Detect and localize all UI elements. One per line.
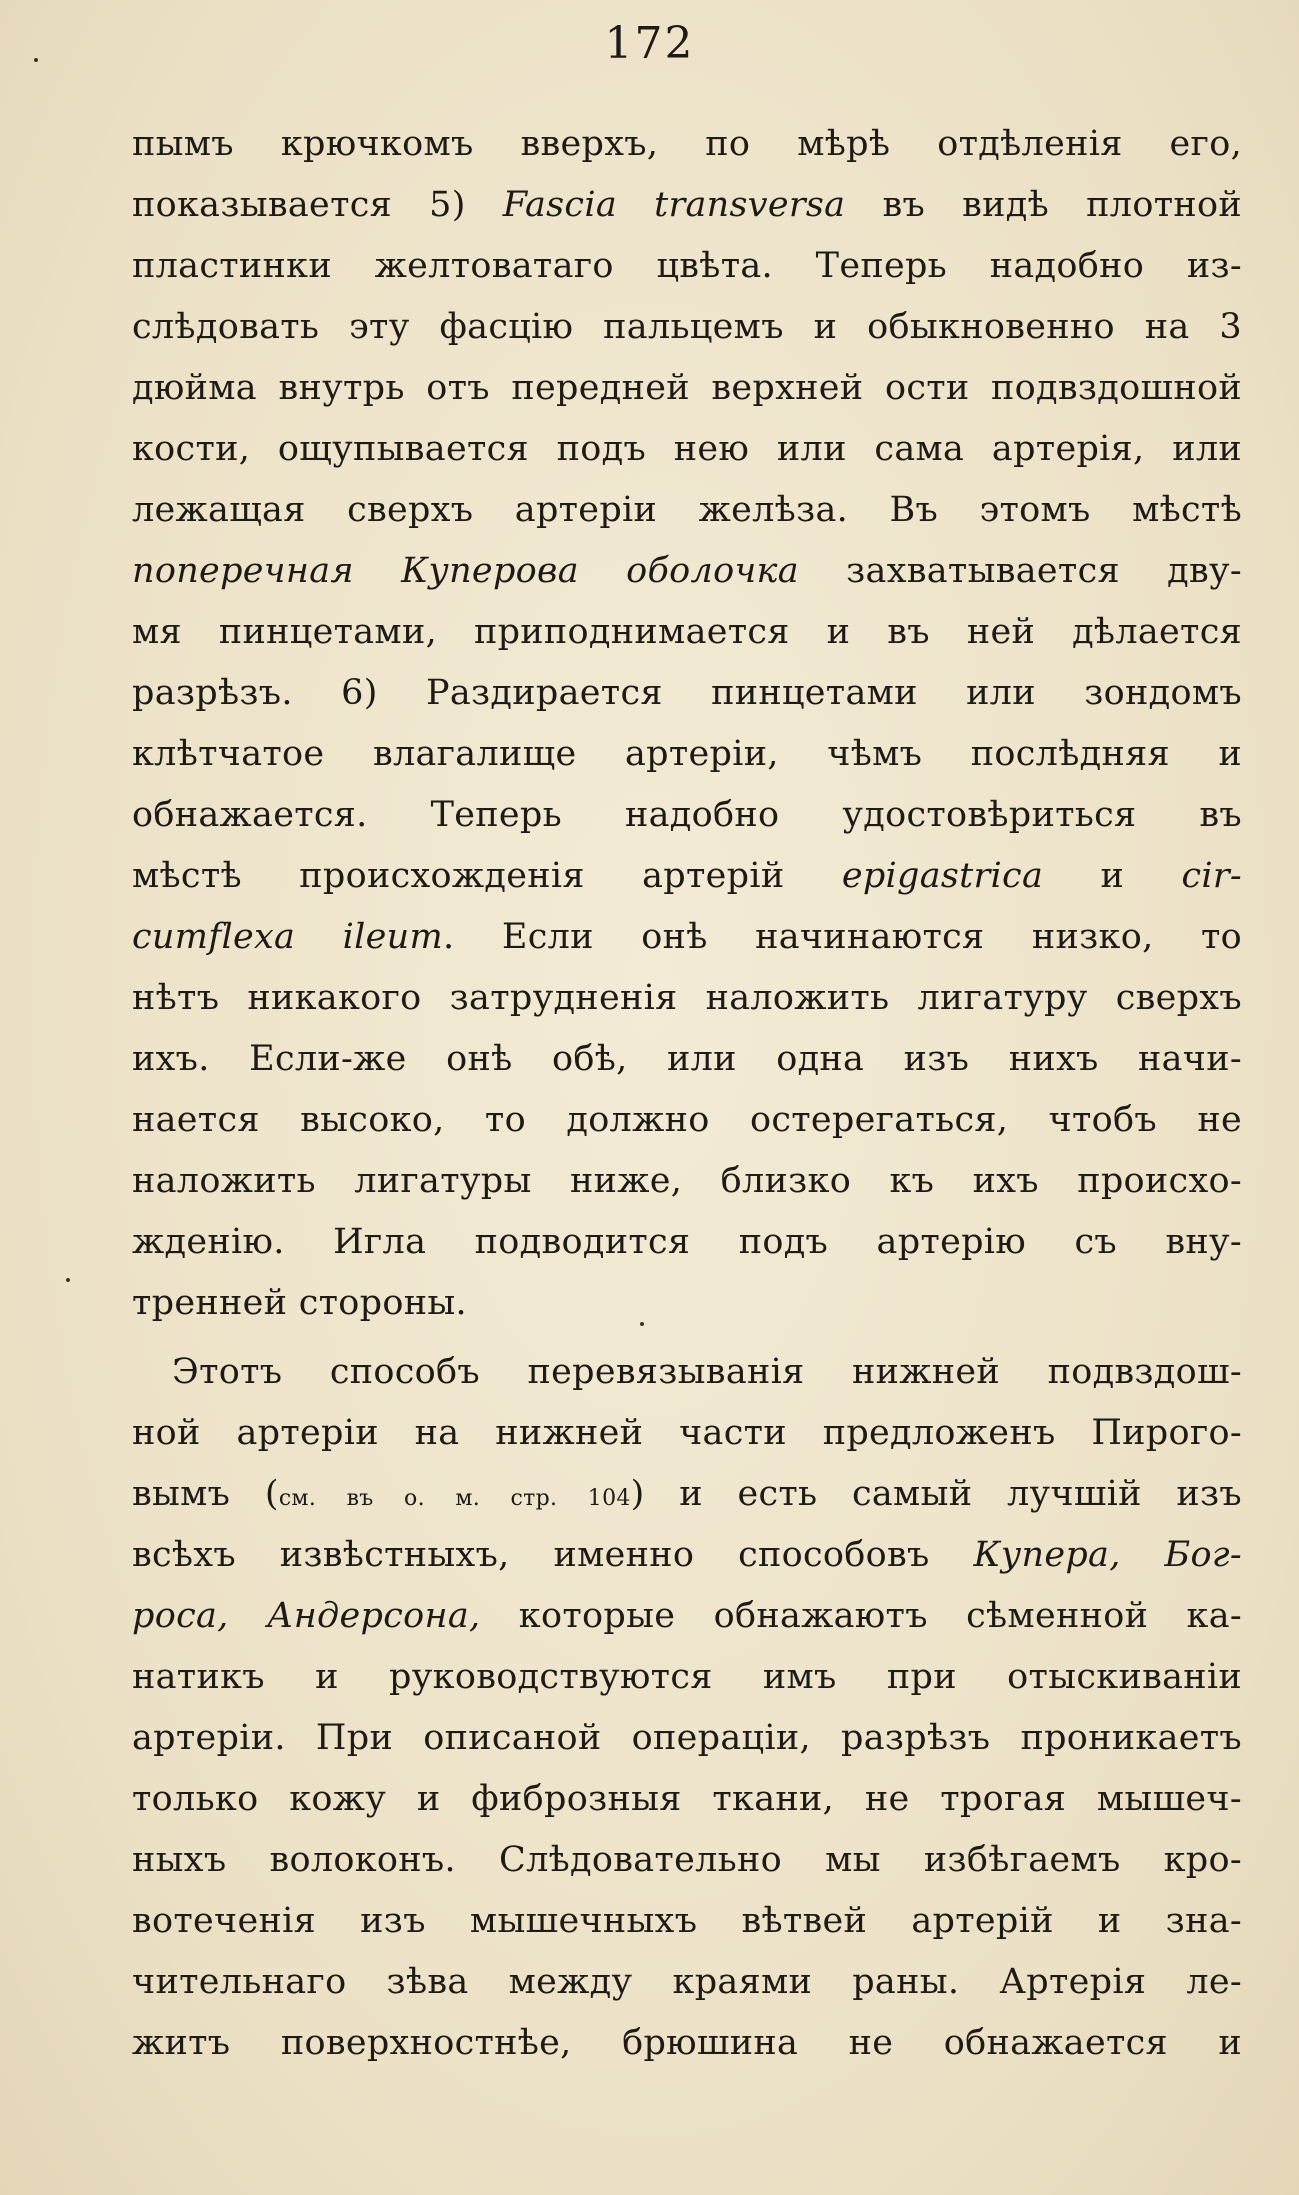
text-line: чительнаго зѣва между краями раны. Артерія ле- [132, 1962, 1242, 2002]
text-line: Этотъ способъ перевязыванія нижней подвздош- [172, 1352, 1242, 1392]
ink-speck [66, 1278, 70, 1282]
text-line: натикъ и руководствуются имъ при отыскиваніи [132, 1657, 1242, 1697]
ink-speck [34, 58, 38, 62]
text-line: вотеченія изъ мышечныхъ вѣтвей артерій и зна- [132, 1901, 1242, 1941]
text-line: всѣхъ извѣстныхъ, именно способовъ Купера, Бог- [132, 1535, 1242, 1575]
text-line: мя пинцетами, приподнимается и въ ней дѣлается [132, 612, 1242, 652]
text-line: ной артеріи на нижней части предложенъ Пирого- [132, 1413, 1242, 1453]
text-line: ныхъ волоконъ. Слѣдовательно мы избѣгаемъ кро- [132, 1840, 1242, 1880]
text-line: мѣстѣ происхожденія артерій epigastrica и cir- [132, 856, 1242, 896]
text-line: ихъ. Если-же онѣ обѣ, или одна изъ нихъ начи- [132, 1039, 1242, 1079]
text-line: житъ поверхностнѣе, брюшина не обнажается и [132, 2023, 1242, 2063]
text-line: роса, Андерсона, которые обнажаютъ сѣменной ка- [132, 1596, 1243, 1636]
text-line: нается высоко, то должно остерегаться, чтобъ не [132, 1100, 1242, 1140]
text-line: слѣдовать эту фасцію пальцемъ и обыкновенно на 3 [132, 307, 1242, 347]
text-line: тренней стороны. [132, 1283, 467, 1323]
citation: см. въ о. м. стр. 104 [278, 1486, 631, 1511]
text-line: пымъ крючкомъ вверхъ, по мѣрѣ отдѣленія его, [132, 124, 1242, 164]
text-line: пластинки желтоватаго цвѣта. Теперь надобно из- [132, 246, 1242, 286]
text-line: только кожу и фиброзныя ткани, не трогая мышеч- [132, 1779, 1242, 1819]
text-line: разрѣзъ. 6) Раздирается пинцетами или зондомъ [132, 673, 1242, 713]
body-text [132, 114, 1242, 2074]
paragraph-1 [132, 114, 1242, 1334]
page-number: 172 [604, 18, 695, 69]
text-line: поперечная Куперова оболочка захватывается дву- [132, 551, 1242, 591]
text-line: показывается 5) Fascia transversa въ видѣ плотной [132, 185, 1243, 225]
text-line: жденію. Игла подводится подъ артерію съ вну- [132, 1222, 1242, 1262]
text-line: нѣтъ никакого затрудненія наложить лигатуру сверхъ [132, 978, 1242, 1018]
text-line: наложить лигатуры ниже, близко къ ихъ происхо- [132, 1161, 1242, 1201]
text-line: клѣтчатое влагалище артеріи, чѣмъ послѣдняя и [132, 734, 1242, 774]
text-line: обнажается. Теперь надобно удостовѣриться въ [132, 795, 1242, 835]
text-line: артеріи. При описаной операціи, разрѣзъ проникаетъ [132, 1718, 1242, 1758]
text-line: кости, ощупывается подъ нею или сама артерія, или [132, 429, 1242, 469]
text-line: лежащая сверхъ артеріи желѣза. Въ этомъ мѣстѣ [132, 490, 1242, 530]
text-line: дюйма внутрь отъ передней верхней ости подвздошной [132, 368, 1242, 408]
text-line: вымъ (см. въ о. м. стр. 104) и есть самый лучшій изъ [132, 1474, 1242, 1514]
paragraph-2 [132, 1342, 1242, 2074]
text-line: cumflexa ileum. Если онѣ начинаются низко, то [132, 917, 1242, 957]
